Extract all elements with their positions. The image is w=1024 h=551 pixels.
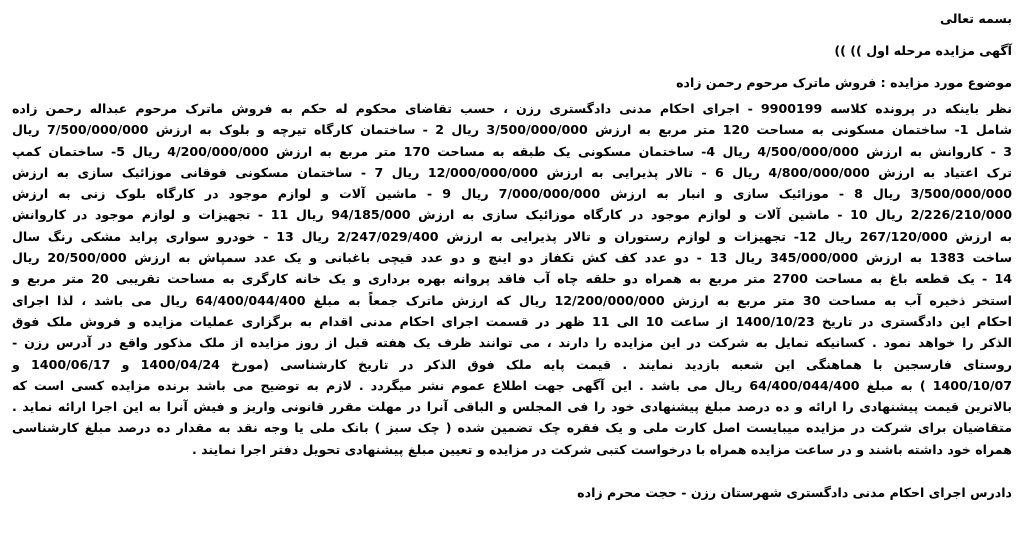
body-line: متقاضیان برای شرکت در مزایده میبایست اصل کارت ملی و یک فقره چک تضمین شده ( چک سبز ) بانک ملی یا وجه نقد به مقدار ده درصد مبلغ کارشناسی	[12, 420, 1012, 436]
body-line: 3 - کاروانش به ارزش 4/500/000/000 ریال 4- ساختمان مسکونی یک طبقه به مساحت 170 متر مربع به ارزش 4/200/000/000 ریال 5- ساختمان کمپ	[12, 143, 1012, 159]
notice-body	[12, 98, 1012, 460]
body-line: استخر ذخیره آب به مساحت 30 متر مربع به ارزش 12/200/000/000 ریال که ارزش ماترک جمعاً به مبلغ 64/400/044/400 ریال می باشد ، لذا اجرای	[12, 292, 1013, 308]
body-line: نظر باینکه در پرونده کلاسه 9900199 - اجرای احکام مدنی دادگستری رزن ، حسب تقاضای محکوم له حکم به فروش ماترک مرحوم عبداله رحمن زاده	[12, 101, 1012, 116]
body-line: 2/226/210/000 ریال 10 - ماشین آلات و لوازم موجود در کارگاه موزائیک سازی به ارزش 94/185/000 ریال 11 - تجهیزات و لوازم موجود در کاروانش	[12, 207, 1012, 223]
body-line: 14 - یک قطعه باغ به مساحت 2700 متر مربع به همراه دو حلقه چاه آب فاقد پروانه بهره برداری و یک خانه کارگری به مساحت تقریبی 20 متر مربع و	[12, 271, 1013, 287]
body-line: روستای فارسجین با هماهنگی این شعبه بازدید نمایند . قیمت پایه ملک فوق الذکر در تاریخ کارشناسی (مورخ 1400/04/24 و 1400/06/17 و	[12, 356, 1012, 372]
heading: بسمه تعالی	[939, 11, 1012, 26]
body-line: ساخت 1383 به ارزش 345/000/000 ریال 13 - دو عدد کف کش تکفاز دو اینچ و دو عدد قیچی باغبانی و یک عدد سمپاش به ارزش 20/500/000 ریال	[12, 250, 1013, 266]
body-line: شامل 1- ساختمان مسکونی به مساحت 120 متر مربع به ارزش 3/500/000/000 ریال 2 - ساختمان کارگاه تیرچه و بلوک به ارزش 7/500/000/000 ریال	[12, 122, 1012, 138]
signature-line: دادرس اجرای احکام مدنی دادگستری شهرستان رزن - حجت محرم زاده	[577, 485, 1012, 501]
body-line: ترک اعتیاد به ارزش 4/800/000/000 ریال 6 - تالار پذیرایی به ارزش 12/000/000/000 ریال 7 - ساختمان مسکونی فوقانی موزائیک سازی به ارزش	[12, 164, 1013, 180]
subject-line: موضوع مورد مزایده : فروش ماترک مرحوم رحمن زاده	[676, 75, 1012, 90]
body-line: 1400/10/07 ) به مبلغ 64/400/044/400 ریال می باشد . این آگهی جهت اطلاع عموم نشر میگردد . لازم به توضیح می باشد برنده مزایده کسی است که	[12, 377, 1012, 393]
notice-title: آگهی مزایده مرحله اول )) ))	[834, 43, 1012, 58]
body-line: همراه خود داشته باشند و در ساعت مزایده همراه با درخواست کتبی شرکت در مزایده و تعیین مبلغ پیشنهادی تحویل دفتر اجرا نمایند .	[191, 441, 1012, 457]
body-line: 3/500/000/000 ریال 8 - موزائیک سازی و انبار به ارزش 7/000/000/000 ریال 9 - ماشین آلات و لوازم موجود در کارگاه بلوک زنی به ارزش	[12, 186, 1012, 202]
body-line: احکام این دادگستری در تاریخ 1400/10/23 از ساعت 10 الی 11 ظهر در قسمت اجرای احکام مدنی اقدام به برگزاری عملیات مزایده و فروش ملک فوق	[12, 313, 1012, 329]
body-line: به ارزش 267/120/000 ریال 12- تجهیزات و لوازم رستوران و تالار پذیرایی به ارزش 2/247/029/400 ریال 13 - خودرو سواری پراید مشکی رنگ سال	[12, 228, 1013, 244]
body-line: بالاترین قیمت پیشنهادی را ارائه و ده درصد مبلغ پیشنهادی خود را فی المجلس و الباقی آنرا در مهلت مقرر قانونی واریز و فیش آنرا به این اجرا ارائه نماید .	[12, 399, 1012, 415]
body-line: الذکر را خواهد نمود . کسانیکه تمایل به شرکت در این مزایده را دارند ، می توانند ظرف یک هفته قبل از روز مزایده از ملک مذکور واقع در آدرس رزن -	[12, 335, 1012, 351]
